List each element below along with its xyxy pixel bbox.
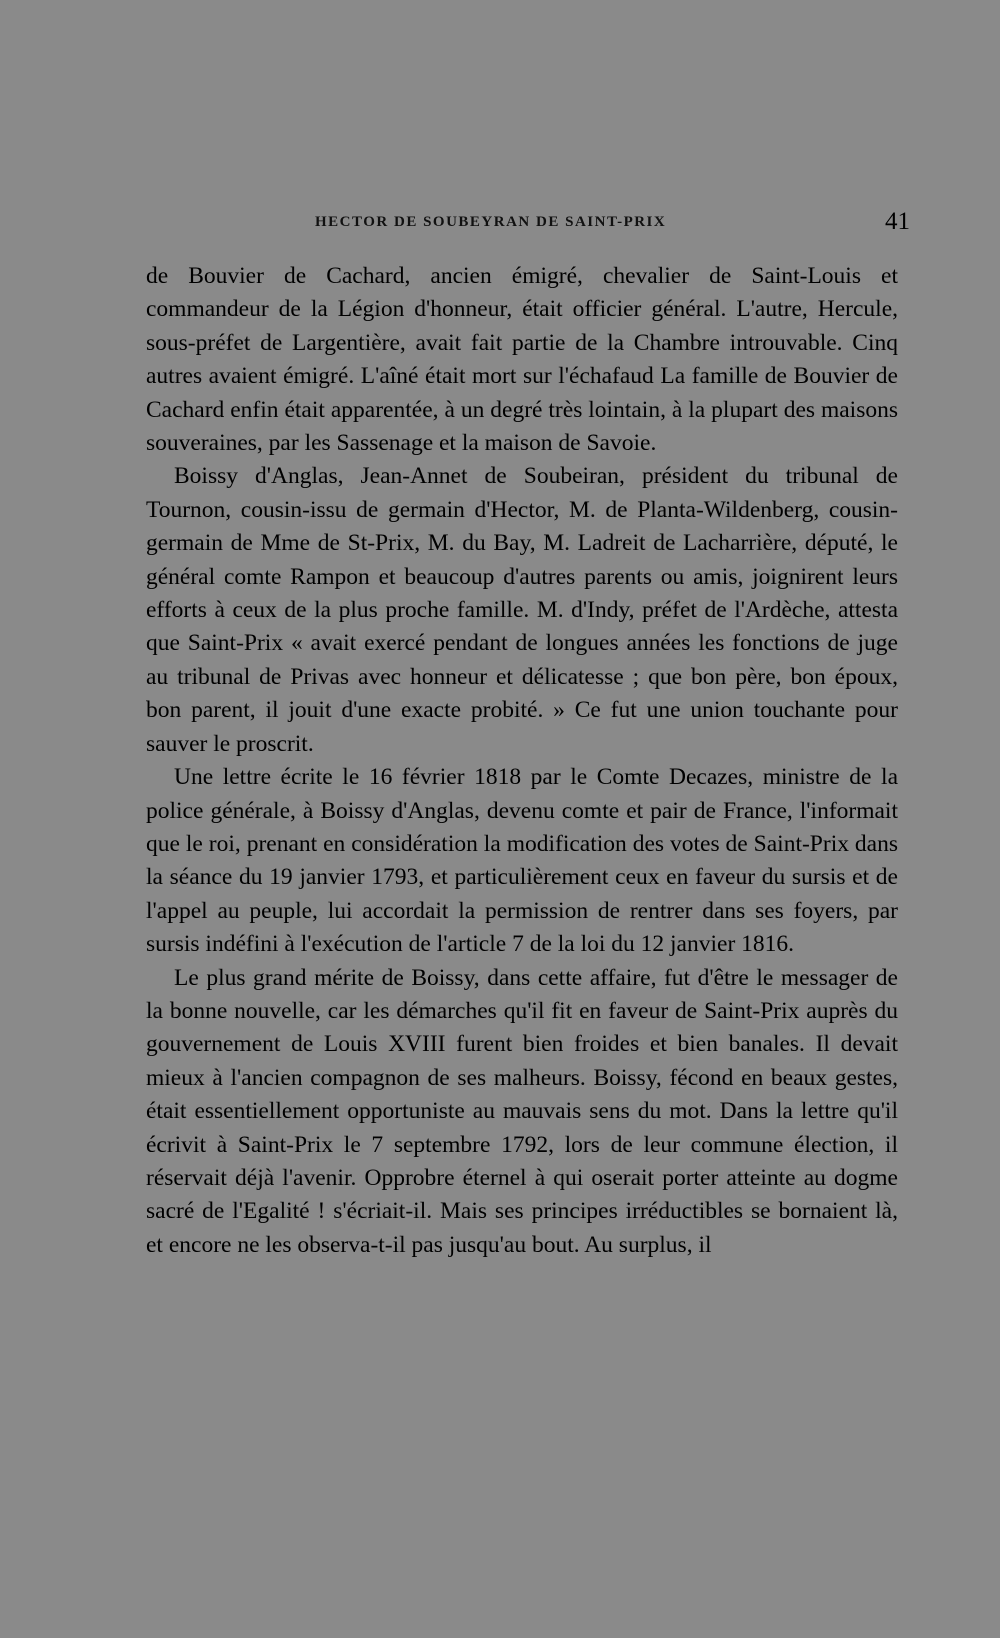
running-title: HECTOR DE SOUBEYRAN DE SAINT-PRIX <box>315 214 667 230</box>
paragraph-continuation: de Bouvier de Cachard, ancien émigré, chevalier de Saint-Louis et commandeur de la Légion d'honneur, était officier général. L'autre, Hercule, sous-préfet de Largentière, avait fait partie de la Chambre introuvable. Cinq autres avaient émigré. L'aîné était mort sur l'échafaud La famille de Bouvier de Cachard enfin était apparentée, à un degré très lointain, à la plupart des maisons souveraines, par les Sassenage et la maison de Savoie. <box>146 263 898 457</box>
paragraph: Boissy d'Anglas, Jean-Annet de Soubeiran, président du tribunal de Tournon, cousin-issu de germain d'Hector, M. de Planta-Wildenberg, cousin-germain de Mme de St-Prix, M. du Bay, M. Ladreit de Lacharrière, député, le général comte Rampon et beaucoup d'autres parents ou amis, joignirent leurs efforts à ceux de la plus proche famille. M. d'Indy, préfet de l'Ardèche, attesta que Saint-Prix « avait exercé pendant de longues années les fonctions de juge au tribunal de Privas avec honneur et délicatesse ; que bon père, bon époux, bon parent, il jouit d'une exacte probité. » Ce fut une union touchante pour sauver le proscrit. <box>146 463 898 757</box>
body-text <box>146 260 898 1262</box>
paragraph: Le plus grand mérite de Boissy, dans cette affaire, fut d'être le messager de la bonne nouvelle, car les démarches qu'il fit en faveur de Saint-Prix auprès du gouvernement de Louis XVIII furent bien froides et bien banales. Il devait mieux à l'ancien compagnon de ses malheurs. Boissy, fécond en beaux gestes, était essentiellement opportuniste au mauvais sens du mot. Dans la lettre qu'il écrivit à Saint-Prix le 7 septembre 1792, lors de leur commune élection, il réservait déjà l'avenir. Opprobre éternel à qui oserait porter atteinte au dogme sacré de l'Egalité ! s'écriait-il. Mais ses principes irréductibles se bornaient là, et encore ne les observa-t-il pas jusqu'au bout. Au surplus, il <box>146 964 898 1258</box>
page-number: 41 <box>885 208 910 235</box>
paragraph: Une lettre écrite le 16 février 1818 par le Comte Decazes, ministre de la police générale, à Boissy d'Anglas, devenu comte et pair de France, l'informait que le roi, prenant en considération la modification des votes de Saint-Prix dans la séance du 19 janvier 1793, et particulièrement ceux en faveur du sursis et de l'appel au peuple, lui accordait la permission de rentrer dans ses foyers, par sursis indéfini à l'exécution de l'article 7 de la loi du 12 janvier 1816. <box>146 764 898 958</box>
running-head <box>140 208 910 242</box>
